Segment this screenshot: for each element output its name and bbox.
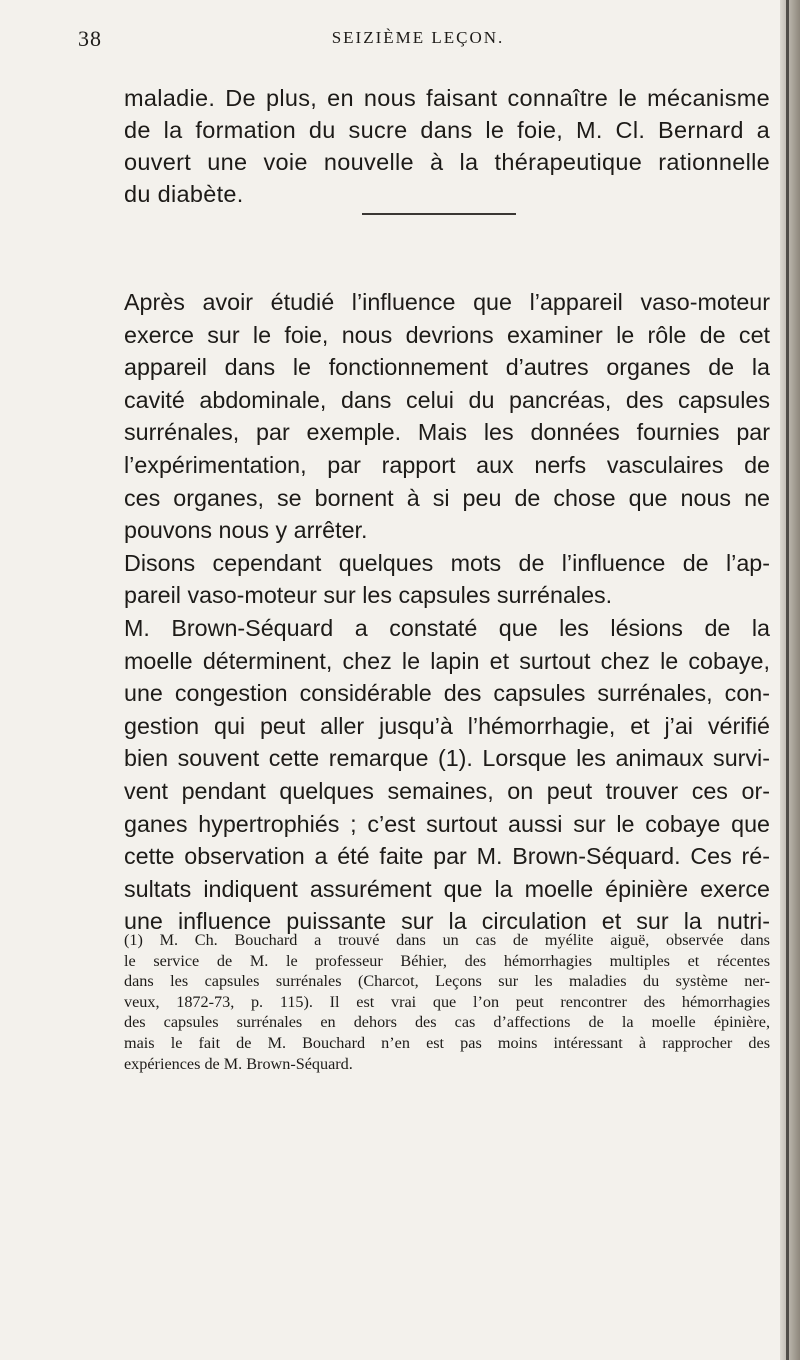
text-line: pareil vaso-moteur sur les capsules surrénales. [124,582,613,609]
text-line: Après avoir étudié l’influence que l’appareil vaso-moteur [124,289,770,315]
text-line: une influence puissante sur la circulation et sur la nutri- [124,908,770,935]
footnote-line: (1) M. Ch. Bouchard a trouvé dans un cas de myélite aiguë, observée dans [124,931,770,949]
text-line: bien souvent cette remarque (1). Lorsque les animaux survi- [124,745,770,772]
text-line: ganes hypertrophiés ; c’est surtout aussi sur le cobaye que [124,810,770,837]
running-title: SEIZIÈME LEÇON. [331,28,505,47]
text-line: moelle déterminent, chez le lapin et surtout chez le cobaye, [124,647,770,674]
text-line: vent pendant quelques semaines, on peut trouver ces or- [124,777,770,804]
text-line: ouvert une voie nouvelle à la thérapeutique rationnelle [124,149,770,175]
text-line: pouvons nous y arrêter. [124,517,368,544]
page-edge-shadow [780,0,800,1360]
text-line: cavité abdominale, dans celui du pancréas, des capsules [124,386,770,413]
text-line: surrénales, par exemple. Mais les données fournies par [124,419,770,446]
running-head [78,26,758,56]
text-line: ces organes, se bornent à si peu de chose que nous ne [124,484,770,511]
text-line: cette observation a été faite par M. Brown-Séquard. Ces ré- [124,843,770,870]
footnote-line: le service de M. le professeur Béhier, des hémorrhagies multiples et récentes [124,951,770,970]
binding-edge-line [786,0,789,1360]
text-line: une congestion considérable des capsules surrénales, con- [124,680,770,707]
text-line: M. Brown-Séquard a constaté que les lésions de la [124,614,770,641]
main-paragraphs [124,286,770,938]
text-line: de la formation du sucre dans le foie, M. Cl. Bernard a [124,117,770,143]
text-line: Disons cependant quelques mots de l’influence de l’ap- [124,549,770,576]
page-number: 38 [78,26,102,51]
text-line: sultats indiquent assurément que la moelle épinière exerce [124,875,770,902]
footnote-line: expériences de M. Brown-Séquard. [124,1054,353,1073]
text-line: exerce sur le foie, nous devrions examiner le rôle de cet [124,321,770,348]
footnote-line: mais le fait de M. Bouchard n’en est pas moins intéressant à rapprocher des [124,1033,770,1052]
text-line: maladie. De plus, en nous faisant connaître le mécanisme [124,85,770,111]
text-line: gestion qui peut aller jusqu’à l’hémorrhagie, et j’ai vérifié [124,712,770,739]
footnote-line: dans les capsules surrénales (Charcot, Leçons sur les maladies du système ner- [124,972,770,991]
text-line: du diabète. [124,181,244,207]
text-line: l’expérimentation, par rapport aux nerfs vasculaires de [124,451,770,478]
footnote-line: des capsules surrénales en dehors des cas d’affections de la moelle épinière, [124,1013,770,1032]
footnote-line: veux, 1872-73, p. 115). Il est vrai que l’on peut rencontrer des hémorrhagies [124,992,770,1011]
text-line: appareil dans le fonctionnement d’autres organes de la [124,354,770,381]
section-divider [362,213,516,215]
footnote [124,930,770,1074]
paragraph-continuation [124,82,770,210]
